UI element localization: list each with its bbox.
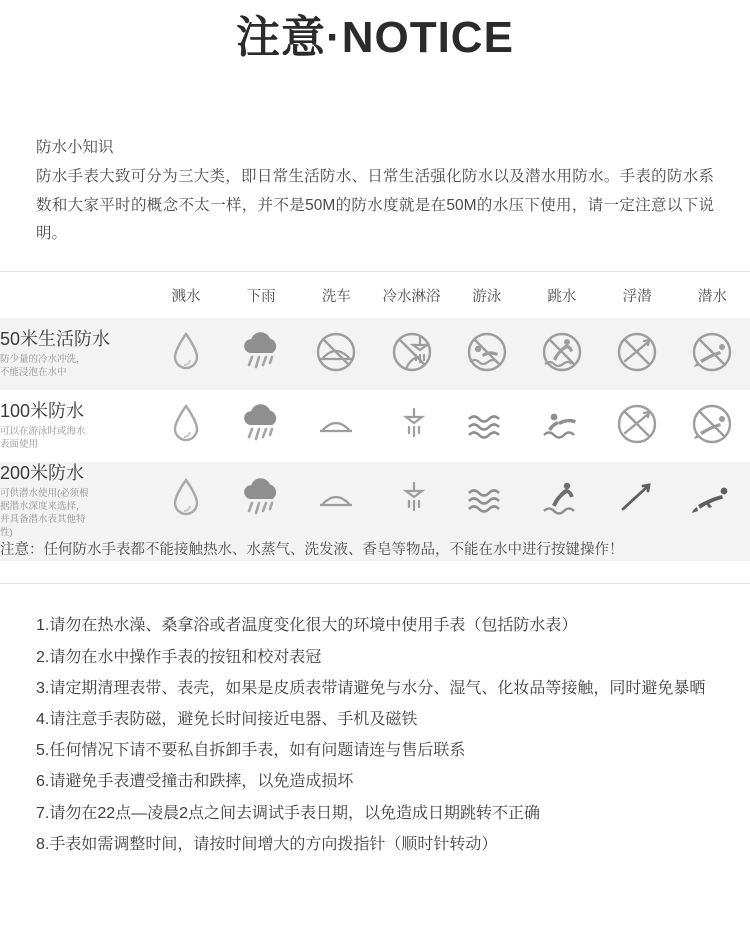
cell-carwash-50m bbox=[299, 318, 374, 390]
divider-bottom bbox=[0, 583, 750, 584]
list-item: 8.手表如需调整时间，请按时间增大的方向拨指针（顺时针转动） bbox=[36, 835, 498, 853]
cell-shower-100m bbox=[374, 390, 449, 462]
rain-cloud-icon bbox=[234, 329, 288, 375]
table-row bbox=[0, 390, 750, 462]
cell-shower-50m bbox=[374, 318, 449, 390]
list-item: 4.请注意手表防磁，避免长时间接近电器、手机及磁铁 bbox=[36, 711, 418, 729]
list-item: 7.请勿在22点—凌晨2点之间去调试手表日期，以免造成日期跳转不正确 bbox=[36, 804, 541, 822]
table-note-row bbox=[0, 540, 750, 562]
snorkel-icon bbox=[610, 475, 664, 521]
intro-body: 防水手表大致可分为三大类，即日常生活防水、日常生活强化防水以及潜水用防水。手表的防水系数和大家平时的概念不太一样，并不是50M的防水度就是在50M的水压下使用，请一定注意以下说明。 bbox=[36, 168, 714, 243]
row-subtitle: 防少量的冷水冲洗，不能浸泡在水中 bbox=[0, 354, 86, 379]
snorkel-prohibited-icon bbox=[610, 329, 664, 375]
carwash-icon bbox=[309, 401, 363, 447]
column-header-snorkel: 浮潜 bbox=[622, 288, 652, 305]
carwash-prohibited-icon bbox=[309, 329, 363, 375]
shower-prohibited-icon bbox=[385, 329, 439, 375]
cell-splash-200m bbox=[148, 462, 223, 540]
shower-icon bbox=[385, 401, 439, 447]
waves-icon bbox=[460, 401, 514, 447]
cell-swim-200m bbox=[449, 462, 524, 540]
scuba-prohibited-icon bbox=[685, 401, 739, 447]
row-label-100m bbox=[0, 390, 148, 462]
intro-block bbox=[36, 134, 714, 249]
dive-prohibited-icon bbox=[535, 329, 589, 375]
cell-dive-200m bbox=[524, 462, 599, 540]
scuba-icon bbox=[685, 475, 739, 521]
droplet-icon bbox=[159, 401, 213, 447]
cell-scuba-50m bbox=[675, 318, 750, 390]
rules-list bbox=[36, 610, 720, 860]
list-item: 6.请避免手表遭受撞击和跌摔，以免造成损坏 bbox=[36, 773, 354, 791]
carwash-icon bbox=[309, 475, 363, 521]
row-label-200m bbox=[0, 462, 148, 540]
cell-carwash-100m bbox=[299, 390, 374, 462]
cell-snorkel-200m bbox=[600, 462, 675, 540]
column-header-splash: 溅水 bbox=[171, 288, 201, 305]
cell-rain-50m bbox=[224, 318, 299, 390]
droplet-icon bbox=[159, 329, 213, 375]
row-subtitle: 可供潜水使用(必须根据潜水深度来选择，并具备潜水表其他特性) bbox=[0, 488, 89, 538]
list-item: 3.请定期清理表带、表壳，如果是皮质表带请避免与水分、湿气、化妆品等接触，同时避免暴晒 bbox=[36, 679, 706, 697]
cell-scuba-100m bbox=[675, 390, 750, 462]
row-title: 100米防水 bbox=[0, 401, 85, 422]
diver-icon bbox=[535, 475, 589, 521]
row-title: 50米生活防水 bbox=[0, 329, 111, 350]
cell-swim-50m bbox=[449, 318, 524, 390]
swimmer-icon bbox=[535, 401, 589, 447]
table-header-row bbox=[0, 272, 750, 318]
table-row bbox=[0, 318, 750, 390]
cell-dive-50m bbox=[524, 318, 599, 390]
table-corner bbox=[0, 272, 148, 318]
cell-shower-200m bbox=[374, 462, 449, 540]
snorkel-prohibited-icon bbox=[610, 401, 664, 447]
intro-heading: 防水小知识 bbox=[36, 139, 114, 157]
column-header-swim: 游泳 bbox=[472, 288, 502, 305]
cell-carwash-200m bbox=[299, 462, 374, 540]
row-label-50m bbox=[0, 318, 148, 390]
cell-rain-100m bbox=[224, 390, 299, 462]
waves-icon bbox=[460, 475, 514, 521]
cell-splash-50m bbox=[148, 318, 223, 390]
cell-rain-200m bbox=[224, 462, 299, 540]
list-item: 2.请勿在水中操作手表的按钮和校对表冠 bbox=[36, 648, 322, 666]
column-header-rain: 下雨 bbox=[246, 288, 276, 305]
swim-prohibited-icon bbox=[460, 329, 514, 375]
list-item: 5.任何情况下请不要私自拆卸手表，如有问题请连与售后联系 bbox=[36, 742, 466, 760]
column-header-shower: 冷水淋浴 bbox=[382, 288, 441, 305]
cell-splash-100m bbox=[148, 390, 223, 462]
rain-cloud-icon bbox=[234, 401, 288, 447]
scuba-prohibited-icon bbox=[685, 329, 739, 375]
cell-snorkel-50m bbox=[600, 318, 675, 390]
shower-icon bbox=[385, 475, 439, 521]
column-header-dive: 跳水 bbox=[547, 288, 577, 305]
row-title: 200米防水 bbox=[0, 463, 85, 484]
column-header-scuba: 潜水 bbox=[697, 288, 727, 305]
column-header-carwash: 洗车 bbox=[321, 288, 351, 305]
cell-swim-100m bbox=[449, 390, 524, 462]
cell-dive-100m bbox=[524, 390, 599, 462]
droplet-icon bbox=[159, 475, 213, 521]
cell-scuba-200m bbox=[675, 462, 750, 540]
table-row bbox=[0, 462, 750, 540]
list-item: 1.请勿在热水澡、桑拿浴或者温度变化很大的环境中使用手表（包括防水表） bbox=[36, 617, 578, 635]
rain-cloud-icon bbox=[234, 475, 288, 521]
cell-snorkel-100m bbox=[600, 390, 675, 462]
waterproof-table bbox=[0, 272, 750, 561]
table-note: 注意：任何防水手表都不能接触热水、水蒸气、洗发液、香皂等物品，不能在水中进行按键操作！ bbox=[0, 540, 750, 562]
page-title: 注意·NOTICE bbox=[236, 13, 514, 62]
row-subtitle: 可以在游泳时或海水表面使用 bbox=[0, 426, 86, 451]
